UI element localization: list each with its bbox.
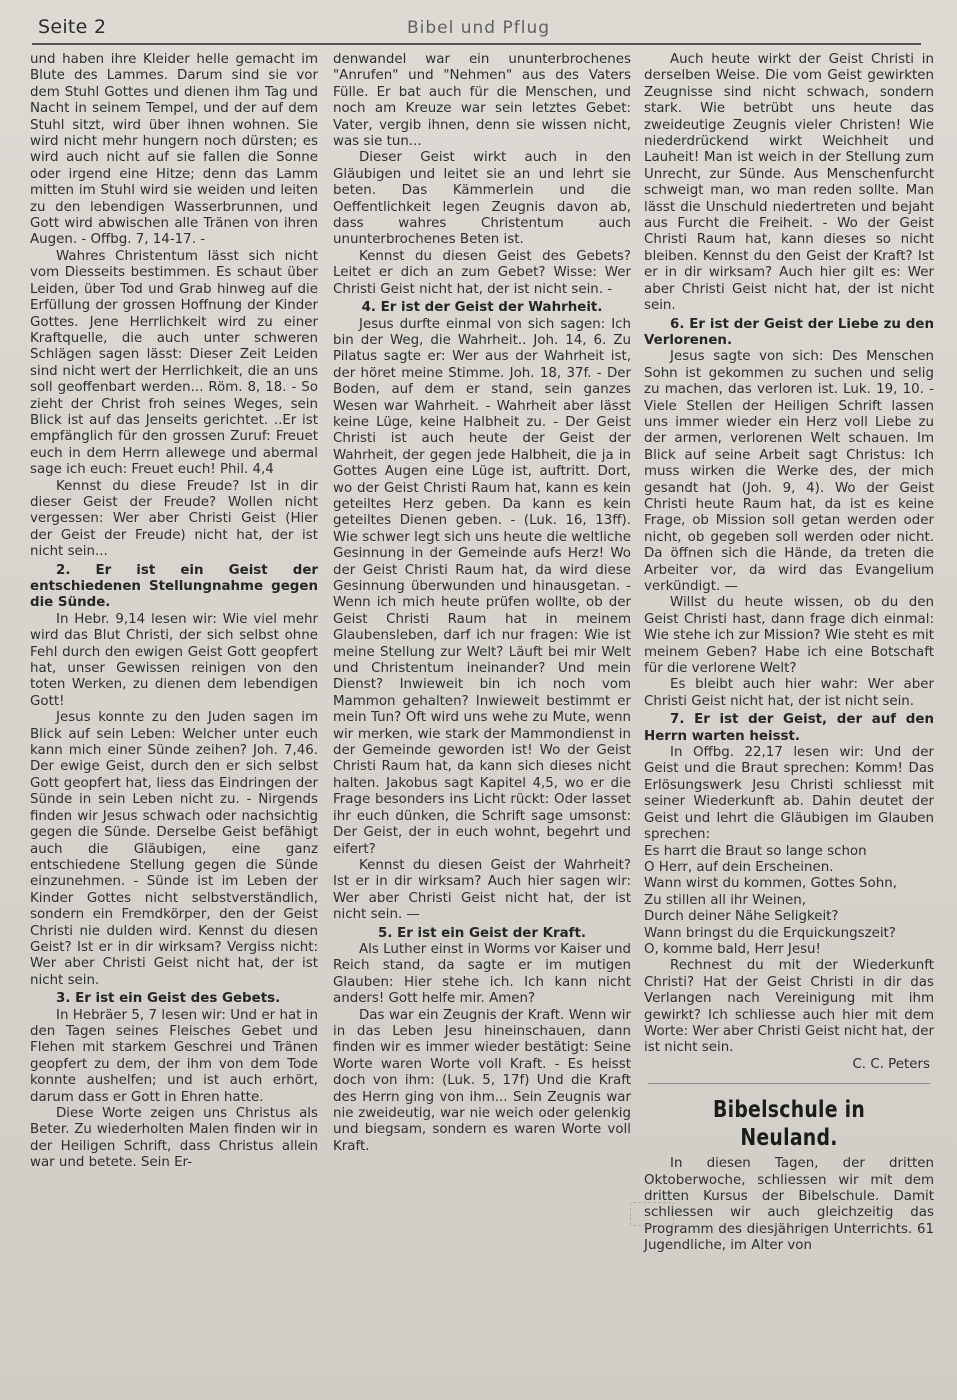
paragraph: Jesus konnte zu den Juden sagen im Blick auf sein Leben: Welcher unter euch kann mich einer Sünde zeihen? Joh. 7,46. Der ewige Geist, durch den er sich selbst Gott geopfert hat, liess das Eindringen der Sünde in sein Leben nicht zu. - Nirgends finden wir Jesus schwach oder nachsichtig gegen die Sünde. Derselbe Geist befähigt auch die Gläubigen, eine ganz entschiedene Stellung gegen die Sünde einzunehmen. - Sünde ist im Leben der Kinder Gottes nicht selbstverständlich, sondern ein Fremdkörper, den der Geist Christi nie dulden wird. Kennst du diesen Geist? Ist er in dir wirksam? Vergiss nicht: Wer aber Christi Geist nicht hat, der ist nicht sein. [30,710,318,988]
column-1 [30,52,318,1172]
running-title: Bibel und Pflug [406,18,551,38]
paragraph: Kennst du diese Freude? Ist in dir dieser Geist der Freude? Wollen nicht vergessen: Wer aber Christi Geist (Hier der Geist der Freude) nicht hat, der ist nicht sein... [30,478,318,560]
article-divider [648,1083,930,1084]
paragraph: Kennst du diesen Geist der Wahrheit? Ist er in dir wirksam? Auch hier sagen wir: Wer aber Christi Geist nicht hat, der ist nicht sein. — [333,857,631,923]
section-heading-4: 4. Er ist der Geist der Wahrheit. [361,300,603,316]
article-title: Bibelschule in Neuland. [712,1097,866,1152]
section-heading-2: 2. Er ist ein Geist der entschiedenen Stellungnahme gegen die Sünde. [30,562,318,611]
paragraph: In diesen Tagen, der dritten Oktoberwoche, schliessen wir mit dem dritten Kursus der Bibelschule. Damit schliessen wir auch gleichzeitig das Programm des diesjährigen Unterrichts. 61 Jugendliche, im Alter von [644,1156,934,1254]
section-heading-3: 3. Er ist ein Geist des Gebets. [56,991,281,1007]
section-heading-7: 7. Er ist der Geist, der auf den Herrn warten heisst. [644,712,934,744]
paragraph: Es bleibt auch hier wahr: Wer aber Christi Geist nicht hat, der ist nicht sein. [644,677,934,709]
paragraph: Das war ein Zeugnis der Kraft. Wenn wir in das Leben Jesu hineinschauen, dann finden wir es immer wieder bestätigt: Seine Worte waren Worte voll Kraft. - Es heisst doch von ihm: (Luk. 5, 17f) Und die Kraft des Herrn ging von ihm... Sein Zeugnis war nie zweideutig, war nie weich oder gelenkig und biegsam, sondern es waren Worte voll Kraft. [333,1007,631,1154]
paragraph: Rechnest du mit der Wiederkunft Christi? Hat der Geist Christi in dir das Verlangen nach Vereinigung mit ihm gewirkt? Ich schliesse auch hier mit dem Worte: Wer aber Christi Geist nicht hat, der ist nicht sein. [644,958,934,1056]
page-header [0,0,957,50]
column-2 [333,52,631,1155]
verse-line: Durch deiner Nähe Seligkeit? [644,909,839,925]
paragraph: Als Luther einst in Worms vor Kaiser und Reich stand, da sagte er im mutigen Glauben: Hier stehe ich. Ich kann nicht anders! Gott helfe mir. Amen? [333,941,631,1007]
verse-line: O, komme bald, Herr Jesu! [644,941,821,957]
hymn-verse [644,844,934,959]
paragraph: Willst du heute wissen, ob du den Geist Christi hast, dann frage dich einmal: Wie stehe ich zur Mission? Wie steht es mit meinem Geben? Habe ich eine Botschaft für die verlorene Welt? [644,595,934,677]
paragraph: Diese Worte zeigen uns Christus als Beter. Zu wiederholten Malen finden wir in der Heiligen Schrift, dass Christus allein war und betete. Sein Er- [30,1106,318,1171]
paragraph: Dieser Geist wirkt auch in den Gläubigen und leitet sie an und lehrt sie beten. Das Kämmerlein und die Oeffentlichkeit legen Zeugnis davon ab, dass wahres Christentum auch ununterbrochenes Beten ist. [333,150,631,248]
paragraph: denwandel war ein ununterbrochenes "Anrufen" und "Nehmen" aus des Vaters Fülle. Er bat auch für die Menschen, und noch am Kreuze war sein letztes Gebet: Vater, vergib ihnen, denn sie wissen nicht, was sie tun... [333,52,631,150]
paragraph: Auch heute wirkt der Geist Christi in derselben Weise. Die vom Geist gewirkten Zeugnisse sind nicht schwach, sondern stark. Wie betrübt uns heute das zweideutige Zeugnis vieler Christen! Wie niederdrückend wirkt Weichheit und Lauheit! Man ist weich in der Stellung zum Unrecht, zur Sünde. Aus Menschenfurcht schweigt man, wo man reden sollte. Man lässt die Unschuld niedertreten und bejaht aus Furcht die Freiheit. - Wo der Geist Christi Raum hat, kann dieses so nicht bleiben. Kennst du den Geist der Kraft? Ist er in dir wirksam? Auch hier gilt es: Wer aber Christi Geist nicht hat, der ist nicht sein. [644,52,934,314]
column-3 [644,52,934,1255]
author-signature: C. C. Peters [852,1056,930,1072]
paragraph: In Offbg. 22,17 lesen wir: Und der Geist und die Braut sprechen: Komm! Das Erlösungswerk Jesu Christi schliesst mit seiner Wiederkunft ab. Dahin deutet der Geist und lehrt die Gläubigen im Glauben sprechen: [644,745,934,843]
paragraph: Wahres Christentum lässt sich nicht vom Diesseits bestimmen. Es schaut über Leiden, über Tod und Grab hinweg auf die Erfüllung der grossen Hoffnung der Kinder Gottes. Jene Herrlichkeit wird zu einer Kraftquelle, die auch unter schweren Schlägen sagen lässt: Dieser Zeit Leiden sind nicht wert der Herrlichkeit, die an uns soll geoffenbart werden... Röm. 8, 18. - So zieht der Christ froh seines Weges, sein Blick ist auf das Jenseits gerichtet. ..Er ist empfänglich für den grossen Zuruf: Freuet euch in dem Herrn allewege und abermal sage ich euch: Freuet euch! Phil. 4,4 [30,248,318,478]
page-number: Seite 2 [38,16,107,38]
verse-line: Zu stillen all ihr Weinen, [644,892,807,908]
verse-line: O Herr, auf dein Erscheinen. [644,859,834,875]
verse-line: Es harrt die Braut so lange schon [644,843,867,859]
ink-stamp-mark [630,1202,674,1226]
verse-line: Wann wirst du kommen, Gottes Sohn, [644,876,897,892]
paragraph: und haben ihre Kleider helle gemacht im Blute des Lammes. Darum sind sie vor dem Stuhl Gottes und dienen ihm Tag und Nacht in seinem Tempel, und der auf dem Stuhl sitzt, wird über ihnen wohnen. Sie wird nicht mehr hungern noch dürsten; es wird auch nicht auf sie fallen die Sonne oder irgend eine Hitze; denn das Lamm mitten im Stuhl wird sie weiden und leiten zu den lebendigen Wasserbrunnen, und Gott wird abwischen alle Tränen von ihren Augen. - Offbg. 7, 14-17. - [30,52,318,248]
paragraph: In Hebräer 5, 7 lesen wir: Und er hat in den Tagen seines Fleisches Gebet und Flehen mit starkem Geschrei und Tränen geopfert zu dem, der ihm von dem Tode konnte aushelfen; und ist auch erhört, darum dass er Gott in Ehren hatte. [30,1007,318,1105]
paragraph: Jesus sagte von sich: Des Menschen Sohn ist gekommen zu suchen und selig zu machen, das verloren ist. Luk. 19, 10. - Viele Stellen der Heiligen Schrift lassen uns immer wieder ein Herz voll Liebe zu der armen, verlorenen Welt schauen. Im Blick auf seine Arbeit sagt Christus: Ich muss wirken die Werke des, der mich gesandt hat (Joh. 9, 4). Wo der Geist Christi heute Raum hat, da ist es keine Frage, ob Mission soll getan werden oder nicht, ob gegeben soll werden oder nicht. Da öffnen sich die Hände, da treten die Arbeiter vor, da wird das Evangelium verkündigt. — [644,349,934,594]
paragraph: In Hebr. 9,14 lesen wir: Wie viel mehr wird das Blut Christi, der sich selbst ohne Fehl durch den ewigen Geist Gott geopfert hat, unser Gewissen reinigen von den toten Werken, zu dienen dem lebendigen Gott! [30,611,318,709]
header-rule [32,43,921,45]
paragraph: Jesus durfte einmal von sich sagen: Ich bin der Weg, die Wahrheit.. Joh. 14, 6. Zu Pilatus sagte er: Wer aus der Wahrheit ist, der höret meine Stimme. Joh. 18, 37f. - Der Boden, auf dem er stand, sein ganzes Wesen war Wahrheit. - Wahrheit aber lässt keine Lüge, keine Halbheit zu. - Der Geist Christi ist auch heute der Geist der Wahrheit, der gegen jede Halbheit, die ja in Gottes Augen eine Lüge ist, auftritt. Dort, wo der Geist Christi Raum hat, kann es kein geteiltes Herz geben. Da kann es kein geteiltes Dienen geben. - (Luk. 16, 13ff). Wie schwer legt sich uns heute die weltliche Gesinnung in der Gemeinde aufs Herz! Wo der Geist Christi Raum hat, da wird diese Gesinnung überwunden und hinausgetan. - Wenn ich mich heute prüfen wollte, ob der Geist Christi Raum hat in meinem Glaubensleben, darf ich nur fragen: Wie ist meine Stellung zur Welt? Läuft bei mir Welt und Christentum ineinander? Und mein Dienst? Inwieweit bin ich noch vom Mammon gehalten? Inwieweit bestimmt er mein Tun? Oft wird uns wehe zu Mute, wenn wir merken, wie stark der Mammondienst in der Gemeinde geworden ist! Wo der Geist Christi Raum hat, da kann sich dieses nicht halten. Jakobus sagt Kapitel 4,5, wo er die Frage besonders ins Licht rückt: Oder lasset ihr euch dünken, die Schrift sage umsonst: Der Geist, der in euch wohnt, begehrt und eifert? [333,316,631,857]
verse-line: Wann bringst du die Erquickungszeit? [644,925,896,941]
section-heading-5: 5. Er ist ein Geist der Kraft. [378,925,586,941]
section-heading-6: 6. Er ist der Geist der Liebe zu den Verlorenen. [644,316,934,348]
paragraph: Kennst du diesen Geist des Gebets? Leitet er dich an zum Gebet? Wisse: Wer Christi Geist nicht hat, der ist nicht sein. - [333,248,631,297]
